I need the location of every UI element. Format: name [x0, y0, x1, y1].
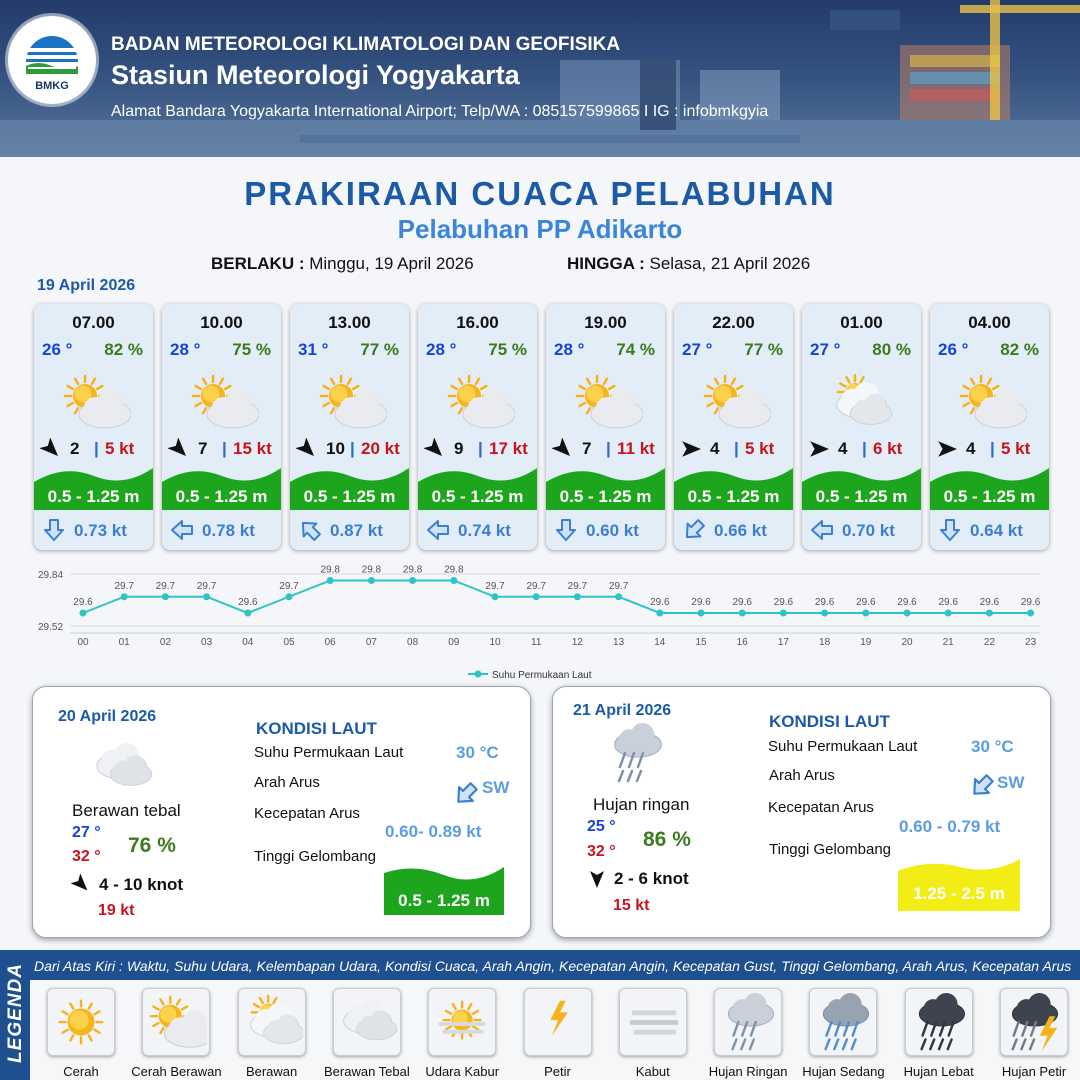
sst-value: 30 °C	[971, 737, 1014, 756]
daily-wave: 0.5 - 1.25 m	[398, 891, 490, 910]
x-tick-label: 13	[613, 637, 625, 648]
legend-label: Hujan Sedang	[802, 1064, 885, 1079]
hujan-petir-icon	[1000, 988, 1068, 1056]
air-temperature: 26 °	[42, 340, 73, 359]
current-direction-label: Arah Arus	[254, 774, 320, 791]
data-label: 29.7	[279, 580, 299, 592]
sea-condition-heading: KONDISI LAUT	[769, 712, 890, 731]
forecast-time: 01.00	[840, 313, 883, 332]
x-tick-label: 04	[242, 637, 254, 648]
data-label: 29.6	[856, 597, 876, 608]
legend-item-hujan-lebat	[894, 988, 984, 1079]
current-direction-arrow-icon	[810, 518, 834, 542]
data-label: 29.6	[691, 597, 711, 608]
data-label: 29.8	[361, 564, 382, 576]
current-direction: SW	[482, 778, 510, 797]
current-direction-arrow-icon	[426, 518, 450, 542]
y-tick-label: 29.52	[38, 622, 64, 633]
legend-description: Dari Atas Kiri : Waktu, Suhu Udara, Kelembapan Udara, Kondisi Cuaca, Arah Angin, Kecepatan Angin, Kecepatan Gust, Tinggi Gelombang, Arah Arus, Kecepatan Arus	[34, 958, 1072, 974]
weather-condition-icon	[61, 372, 131, 430]
data-label: 29.8	[444, 564, 464, 576]
legend-label: Kabut	[635, 1064, 670, 1079]
current-direction: SW	[997, 773, 1025, 792]
data-point	[945, 610, 952, 617]
daily-date: 21 April 2026	[573, 702, 672, 719]
forecast-time: 04.00	[968, 313, 1011, 332]
wind-speed: 4	[710, 439, 720, 458]
data-point	[162, 593, 169, 600]
data-label: 29.6	[773, 597, 794, 608]
data-label: 29.8	[320, 564, 340, 576]
x-tick-label: 07	[365, 637, 377, 648]
legend-label: Hujan Petir	[1001, 1064, 1067, 1079]
legend-label: Berawan	[245, 1064, 298, 1079]
petir-icon	[524, 988, 592, 1056]
current-direction-arrow-icon	[170, 518, 194, 542]
wave-height-label: Tinggi Gelombang	[254, 848, 377, 865]
separator: |	[94, 439, 99, 458]
berawan-tebal-icon	[333, 988, 401, 1056]
hour-card	[162, 304, 281, 550]
legend-items	[30, 980, 1080, 1080]
current-speed: 0.60 kt	[586, 521, 639, 540]
data-label: 29.6	[73, 597, 93, 608]
data-label: 29.6	[1020, 597, 1041, 608]
current-direction-label: Arah Arus	[769, 767, 835, 784]
data-point	[986, 610, 993, 617]
wave-height: 0.5 - 1.25 m	[431, 487, 524, 506]
header-banner	[0, 0, 1080, 157]
separator: |	[606, 439, 611, 458]
data-point	[368, 577, 375, 584]
data-label: 29.7	[608, 580, 629, 592]
sea-condition-heading: KONDISI LAUT	[256, 719, 377, 738]
logo-text: BMKG	[35, 80, 69, 92]
wind-speed: 4	[966, 439, 976, 458]
current-speed-label: Kecepatan Arus	[254, 805, 360, 822]
data-point	[780, 610, 787, 617]
hour-card	[546, 304, 665, 550]
air-temperature: 27 °	[810, 340, 841, 359]
wind-direction-icon	[296, 438, 318, 460]
wind-speed: 9	[454, 439, 464, 458]
current-direction-arrow-icon	[938, 518, 962, 542]
series-line	[83, 581, 1031, 614]
hour-card	[802, 304, 921, 550]
legend-item-kabut	[608, 988, 698, 1079]
valid-from-value: Minggu, 19 April 2026	[309, 254, 474, 273]
air-temperature: 26 °	[938, 340, 969, 359]
daily-date: 20 April 2026	[58, 708, 157, 725]
data-point	[286, 593, 293, 600]
data-point	[574, 593, 581, 600]
air-temperature: 31 °	[298, 340, 329, 359]
wind-direction-icon	[424, 438, 446, 460]
current-speed: 0.87 kt	[330, 521, 383, 540]
daily-humidity: 86 %	[643, 828, 691, 851]
data-point	[904, 610, 911, 617]
legend-side	[0, 950, 30, 1080]
x-tick-label: 12	[571, 637, 583, 648]
legend-item-berawan-tebal	[322, 988, 412, 1079]
data-point	[203, 593, 210, 600]
air-temperature: 27 °	[682, 340, 713, 359]
current-speed: 0.66 kt	[714, 521, 767, 540]
x-tick-label: 19	[860, 637, 872, 648]
wind-speed: 7	[582, 439, 592, 458]
data-point	[821, 610, 828, 617]
separator: |	[222, 439, 227, 458]
data-label: 29.7	[155, 580, 176, 592]
humidity: 77 %	[360, 340, 399, 359]
daily-gust: 15 kt	[613, 897, 650, 914]
cerah-berawan-icon	[142, 988, 210, 1056]
daily-condition: Berawan tebal	[72, 801, 181, 820]
data-point	[450, 577, 457, 584]
x-tick-label: 08	[407, 637, 419, 648]
x-tick-label: 16	[736, 637, 748, 648]
weather-condition-icon	[317, 372, 387, 430]
weather-condition-icon	[957, 372, 1027, 430]
bmkg-logo	[8, 16, 96, 104]
sst-chart	[0, 560, 1080, 685]
forecast-time: 07.00	[72, 313, 115, 332]
cerah-icon	[47, 988, 115, 1056]
data-point	[121, 593, 128, 600]
current-direction-arrow-icon	[682, 518, 706, 542]
wind-direction-icon	[71, 874, 91, 894]
weather-condition-icon	[573, 372, 643, 430]
daily-condition: Hujan ringan	[593, 795, 690, 814]
daily-temp-min: 25 °	[587, 818, 616, 835]
wind-speed: 2	[70, 439, 80, 458]
data-point	[615, 593, 622, 600]
air-temperature: 28 °	[554, 340, 585, 359]
weather-condition-icon	[701, 372, 771, 430]
separator: |	[478, 439, 483, 458]
agency-name: BADAN METEOROLOGI KLIMATOLOGI DAN GEOFISIKA	[111, 34, 621, 55]
current-direction-arrow-icon	[298, 518, 322, 542]
wave-height: 0.5 - 1.25 m	[815, 487, 908, 506]
data-point	[739, 610, 746, 617]
valid-to-value: Selasa, 21 April 2026	[649, 254, 811, 273]
valid-from	[211, 254, 474, 274]
legend	[0, 950, 1080, 1080]
daily-wave: 1.25 - 2.5 m	[913, 884, 1005, 903]
page-title: PRAKIRAAN CUACA PELABUHAN	[244, 175, 836, 212]
wave-height: 0.5 - 1.25 m	[303, 487, 396, 506]
legend-label: Cerah	[63, 1064, 99, 1079]
data-label: 29.7	[485, 580, 505, 592]
x-tick-label: 20	[901, 637, 913, 648]
separator: |	[990, 439, 995, 458]
wind-speed: 10	[326, 439, 345, 458]
humidity: 75 %	[232, 340, 271, 359]
legend-item-udara-kabur	[417, 988, 507, 1079]
hour-card	[418, 304, 537, 550]
x-tick-label: 22	[983, 637, 995, 648]
hujan-sedang-icon	[809, 988, 877, 1056]
data-point	[244, 610, 251, 617]
current-speed-label: Kecepatan Arus	[768, 799, 874, 816]
daily-weather-icon	[605, 723, 677, 795]
data-label: 29.7	[567, 580, 588, 592]
kabut-icon	[619, 988, 687, 1056]
legend-label: Suhu Permukaan Laut	[492, 670, 592, 681]
daily-wind: 4 - 10 knot	[99, 875, 184, 894]
humidity: 77 %	[744, 340, 783, 359]
weather-condition-icon	[829, 372, 899, 430]
current-speed: 0.70 kt	[842, 521, 895, 540]
current-speed: 0.60 - 0.79 kt	[899, 817, 1001, 836]
gust-speed: 5 kt	[105, 439, 135, 458]
day1-date: 19 April 2026	[37, 277, 136, 294]
daily-panel-2	[552, 686, 1051, 938]
x-tick-label: 03	[201, 637, 213, 648]
wave-height: 0.5 - 1.25 m	[175, 487, 268, 506]
humidity: 82 %	[104, 340, 143, 359]
daily-temp-max: 32 °	[72, 848, 101, 865]
humidity: 82 %	[1000, 340, 1039, 359]
x-tick-label: 23	[1025, 637, 1037, 648]
valid-to-label: HINGGA :	[567, 254, 645, 273]
legend-label: Berawan Tebal	[324, 1064, 410, 1079]
gust-speed: 5 kt	[745, 439, 775, 458]
separator: |	[350, 439, 355, 458]
x-tick-label: 06	[324, 637, 336, 648]
humidity: 80 %	[872, 340, 911, 359]
daily-wind: 2 - 6 knot	[614, 869, 689, 888]
x-tick-label: 17	[777, 637, 789, 648]
data-point	[327, 577, 334, 584]
x-tick-label: 00	[77, 637, 89, 648]
air-temperature: 28 °	[426, 340, 457, 359]
gust-speed: 5 kt	[1001, 439, 1031, 458]
data-label: 29.6	[938, 597, 958, 608]
wind-direction-icon	[40, 438, 62, 460]
separator: |	[862, 439, 867, 458]
wind-direction-icon	[168, 438, 190, 460]
wind-direction-icon	[936, 438, 958, 460]
port-name: Pelabuhan PP Adikarto	[397, 214, 683, 244]
data-label: 29.6	[979, 597, 1000, 608]
udara-kabur-icon	[428, 988, 496, 1056]
data-point	[1027, 610, 1034, 617]
legend-label: Hujan Lebat	[903, 1064, 974, 1079]
berawan-icon	[238, 988, 306, 1056]
forecast-time: 10.00	[200, 313, 243, 332]
data-label: 29.7	[526, 580, 546, 592]
hour-card	[930, 304, 1049, 550]
current-direction-arrow-icon	[453, 781, 479, 807]
data-label: 29.7	[114, 580, 134, 592]
current-speed: 0.60- 0.89 kt	[385, 822, 482, 841]
data-point	[409, 577, 416, 584]
wave-height: 0.5 - 1.25 m	[47, 487, 140, 506]
forecast-time: 22.00	[712, 313, 755, 332]
y-tick-label: 29.84	[38, 570, 64, 581]
data-point	[698, 610, 705, 617]
legend-item-cerah	[36, 988, 126, 1079]
current-speed: 0.64 kt	[970, 521, 1023, 540]
x-tick-label: 10	[489, 637, 501, 648]
gust-speed: 6 kt	[873, 439, 903, 458]
forecast-time: 16.00	[456, 313, 499, 332]
data-label: 29.6	[814, 597, 835, 608]
x-tick-label: 15	[695, 637, 707, 648]
current-speed: 0.74 kt	[458, 521, 511, 540]
daily-weather-icon	[91, 737, 161, 789]
wind-direction-icon	[680, 438, 702, 460]
valid-from-label: BERLAKU :	[211, 254, 305, 273]
hujan-lebat-icon	[905, 988, 973, 1056]
legend-label: Petir	[544, 1064, 571, 1079]
data-label: 29.8	[402, 564, 423, 576]
wave-height: 0.5 - 1.25 m	[687, 487, 780, 506]
legend-item-hujan-ringan	[703, 988, 793, 1079]
wind-direction-icon	[808, 438, 830, 460]
legend-title: LEGENDA	[5, 963, 26, 1063]
legend-item-petir	[513, 988, 603, 1079]
sst-label: Suhu Permukaan Laut	[254, 744, 404, 761]
hour-card	[674, 304, 793, 550]
legend-item-hujan-sedang	[798, 988, 888, 1079]
wind-direction-icon	[587, 869, 607, 889]
daily-temp-max: 32 °	[587, 843, 616, 860]
gust-speed: 11 kt	[617, 439, 655, 458]
hour-card	[290, 304, 409, 550]
daily-humidity: 76 %	[128, 834, 176, 857]
hour-card	[34, 304, 153, 550]
wave-height-label: Tinggi Gelombang	[769, 841, 892, 858]
data-point	[862, 610, 869, 617]
station-address: Alamat Bandara Yogyakarta International Airport; Telp/WA : 085157599865 I IG : infobmkgyia	[111, 103, 769, 120]
legend-label: Hujan Ringan	[708, 1064, 788, 1079]
current-speed: 0.73 kt	[74, 521, 127, 540]
sst-value: 30 °C	[456, 743, 499, 762]
data-point	[656, 610, 663, 617]
air-temperature: 28 °	[170, 340, 201, 359]
x-tick-label: 05	[283, 637, 295, 648]
x-tick-label: 11	[531, 637, 542, 648]
current-speed: 0.78 kt	[202, 521, 255, 540]
sst-label: Suhu Permukaan Laut	[768, 738, 918, 755]
humidity: 74 %	[616, 340, 655, 359]
weather-condition-icon	[445, 372, 515, 430]
gust-speed: 17 kt	[489, 439, 528, 458]
data-label: 29.7	[196, 580, 217, 592]
x-tick-label: 09	[448, 637, 460, 648]
daily-panel-1	[32, 686, 531, 938]
daily-gust: 19 kt	[98, 902, 135, 919]
data-point	[533, 593, 540, 600]
current-direction-arrow-icon	[554, 518, 578, 542]
current-direction-arrow-icon	[42, 518, 66, 542]
x-tick-label: 18	[819, 637, 831, 648]
x-tick-label: 02	[159, 637, 171, 648]
data-label: 29.6	[650, 597, 670, 608]
gust-speed: 20 kt	[361, 439, 400, 458]
legend-swatch-point	[475, 671, 482, 678]
x-tick-label: 21	[942, 637, 954, 648]
legend-item-cerah-berawan	[131, 988, 221, 1079]
legend-label: Udara Kabur	[425, 1064, 500, 1079]
wave-height: 0.5 - 1.25 m	[943, 487, 1036, 506]
current-direction-arrow-icon	[969, 773, 995, 799]
daily-temp-min: 27 °	[72, 824, 101, 841]
data-label: 29.6	[897, 597, 917, 608]
separator: |	[734, 439, 739, 458]
gust-speed: 15 kt	[233, 439, 272, 458]
legend-label: Cerah Berawan	[131, 1064, 222, 1079]
x-tick-label: 01	[118, 637, 130, 648]
x-tick-label: 14	[654, 637, 666, 648]
wind-speed: 4	[838, 439, 848, 458]
forecast-time: 19.00	[584, 313, 627, 332]
forecast-time: 13.00	[328, 313, 371, 332]
data-point	[80, 610, 87, 617]
valid-to	[567, 254, 810, 274]
station-name: Stasiun Meteorologi Yogyakarta	[111, 60, 520, 90]
data-label: 29.6	[238, 597, 258, 608]
data-point	[492, 593, 499, 600]
legend-item-hujan-petir	[989, 988, 1079, 1079]
humidity: 75 %	[488, 340, 527, 359]
weather-condition-icon	[189, 372, 259, 430]
data-label: 29.6	[732, 597, 752, 608]
hujan-ringan-icon	[714, 988, 782, 1056]
legend-item-berawan	[227, 988, 317, 1079]
wind-direction-icon	[552, 438, 574, 460]
wind-speed: 7	[198, 439, 208, 458]
wave-height: 0.5 - 1.25 m	[559, 487, 652, 506]
